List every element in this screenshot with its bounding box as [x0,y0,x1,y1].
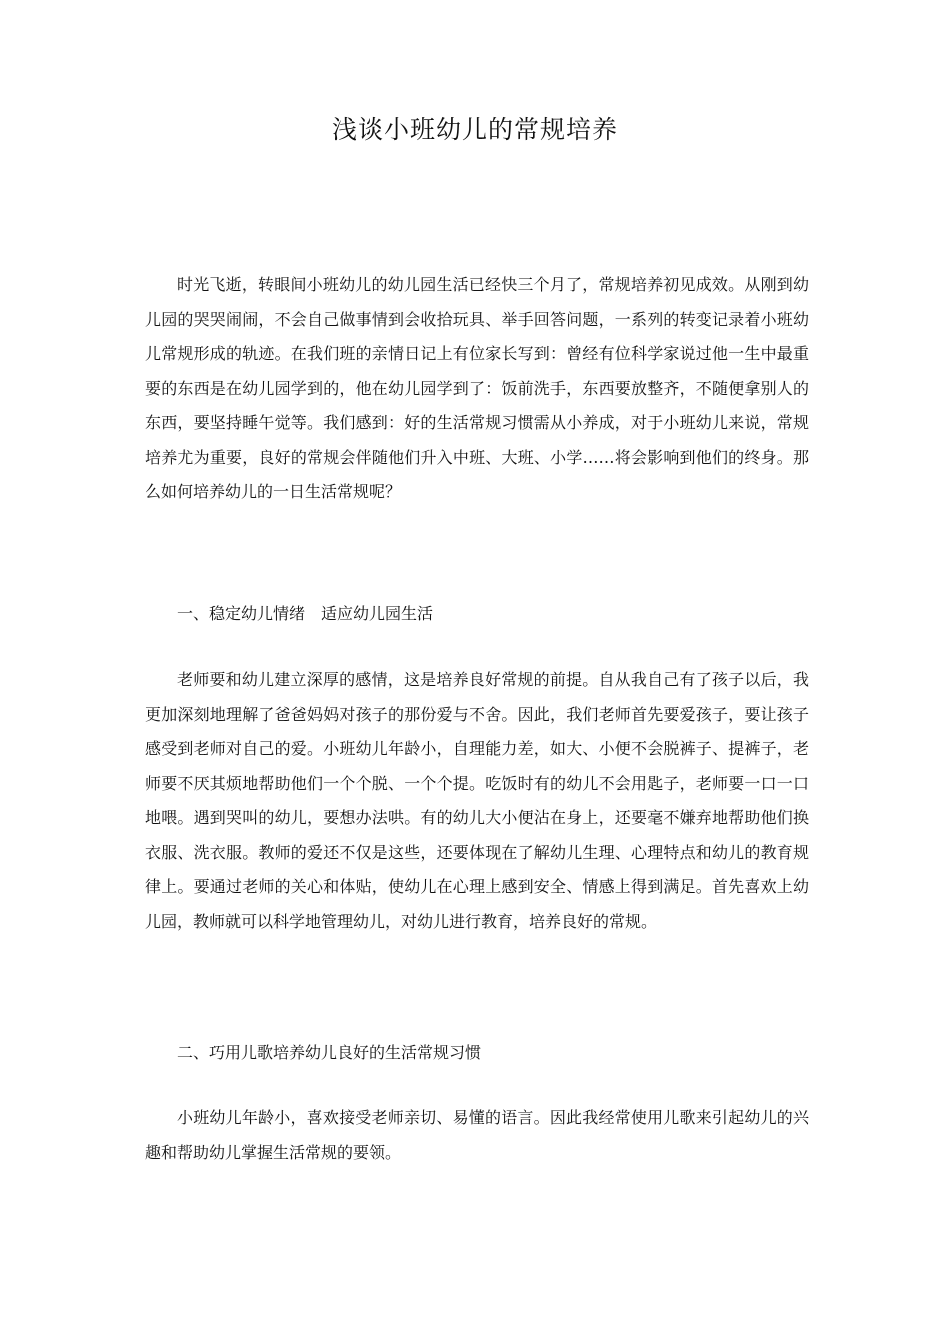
paragraph-intro: 时光飞逝，转眼间小班幼儿的幼儿园生活已经快三个月了，常规培养初见成效。从刚到幼儿园的哭哭闹闹，不会自己做事情到会收拾玩具、举手回答问题，一系列的转变记录着小班幼儿常规形成的轨迹。在我们班的亲情日记上有位家长写到：曾经有位科学家说过他一生中最重要的东西是在幼儿园学到的，他在幼儿园学到了：饭前洗手，东西要放整齐，不随便拿别人的东西，要坚持睡午觉等。我们感到：好的生活常规习惯需从小养成，对于小班幼儿来说，常规培养尤为重要，良好的常规会伴随他们升入中班、大班、小学……将会影响到他们的终身。那么如何培养幼儿的一日生活常规呢？ [145,275,809,501]
section-heading-1: 一、稳定幼儿情绪 适应幼儿园生活 [177,604,434,623]
document-title: 浅谈小班幼儿的常规培养 [331,115,618,144]
paragraph-section-1: 老师要和幼儿建立深厚的感情，这是培养良好常规的前提。自从我自己有了孩子以后，我更加深刻地理解了爸爸妈妈对孩子的那份爱与不舍。因此，我们老师首先要爱孩子，要让孩子感受到老师对自己的爱。小班幼儿年龄小，自理能力差，如大、小便不会脱裤子、提裤子，老师要不厌其烦地帮助他们一个个脱、一个个提。吃饭时有的幼儿不会用匙子，老师要一口一口地喂。遇到哭叫的幼儿，要想办法哄。有的幼儿大小便沾在身上，还要毫不嫌弃地帮助他们换衣服、洗衣服。教师的爱还不仅是这些，还要体现在了解幼儿生理、心理特点和幼儿的教育规律上。要通过老师的关心和体贴，使幼儿在心理上感到安全、情感上得到满足。首先喜欢上幼儿园，教师就可以科学地管理幼儿，对幼儿进行教育，培养良好的常规。 [145,670,809,931]
section-heading-2: 二、巧用儿歌培养幼儿良好的生活常规习惯 [177,1043,482,1062]
paragraph-section-2: 小班幼儿年龄小，喜欢接受老师亲切、易懂的语言。因此我经常使用儿歌来引起幼儿的兴趣和帮助幼儿掌握生活常规的要领。 [145,1108,809,1162]
